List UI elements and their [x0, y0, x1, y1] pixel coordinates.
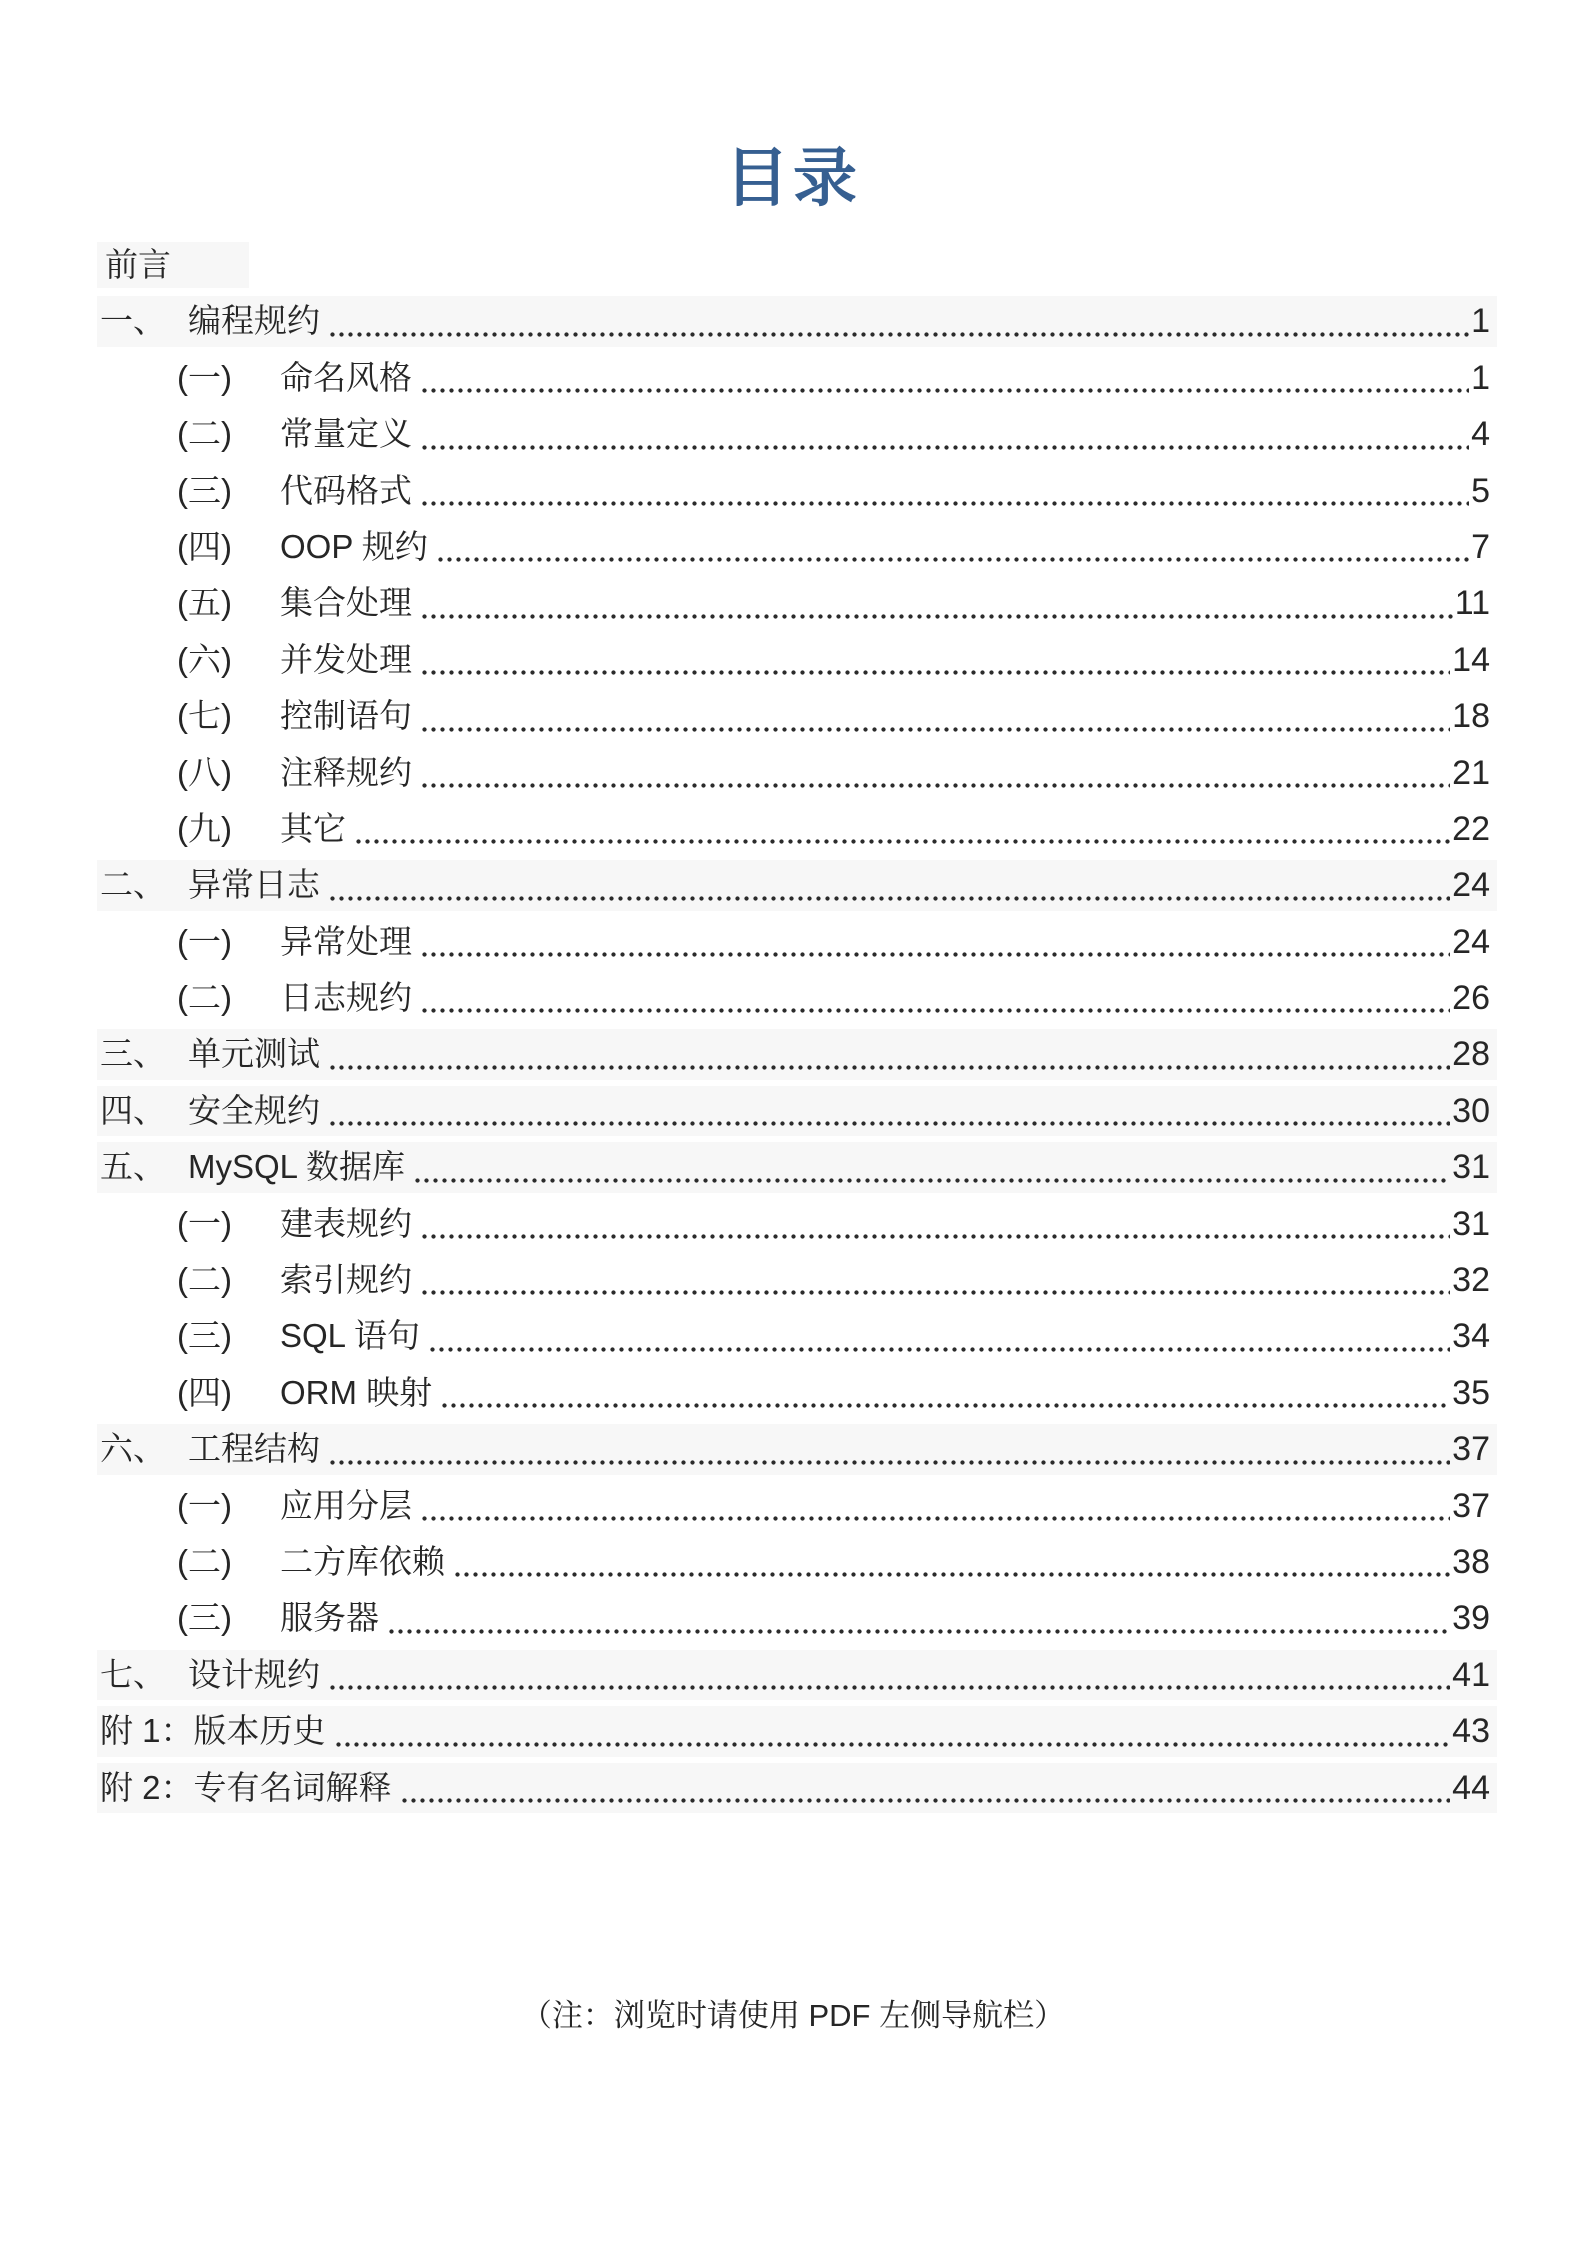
toc-row[interactable]: [0, 1534, 1586, 1590]
toc-entry-number: 四、: [100, 1091, 166, 1129]
toc-entry-label: 附 2：专有名词解释: [100, 1768, 392, 1806]
dot-leader: [422, 1290, 1450, 1295]
toc-row[interactable]: [0, 1196, 1586, 1252]
page-number: 31: [1452, 1148, 1490, 1187]
dot-leader: [438, 557, 1469, 562]
page-number: 4: [1471, 415, 1490, 454]
dot-leader: [330, 1065, 1450, 1070]
toc-entry-number: (二): [177, 415, 232, 453]
toc-entry-number: (四): [177, 527, 232, 565]
toc-entry-label: 异常日志: [188, 866, 320, 904]
dot-leader: [330, 1460, 1450, 1465]
toc-entry-number: (四): [177, 1373, 232, 1411]
toc-entry-number: 五、: [100, 1148, 166, 1186]
toc-row[interactable]: [0, 463, 1586, 519]
page-number: 24: [1452, 922, 1490, 961]
toc-entry-number: (七): [177, 697, 232, 735]
toc-entry-label: SQL 语句: [280, 1317, 420, 1355]
toc-entry-label: 安全规约: [188, 1091, 320, 1129]
dot-leader: [442, 1403, 1450, 1408]
toc-entry-label: 异常处理: [280, 922, 412, 960]
dot-leader: [422, 445, 1469, 450]
page-number: 26: [1452, 979, 1490, 1018]
toc-row[interactable]: [0, 632, 1586, 688]
toc-entry-number: (一): [177, 358, 232, 396]
dot-leader: [330, 896, 1450, 901]
toc-entry-label: 前言: [105, 246, 171, 283]
dot-leader: [422, 1516, 1450, 1521]
page-number: 18: [1452, 697, 1490, 736]
toc-entry-label: 设计规约: [188, 1655, 320, 1693]
toc-row[interactable]: [0, 745, 1586, 801]
dot-leader: [455, 1572, 1450, 1577]
page-number: 5: [1471, 471, 1490, 510]
toc-entry-number: (二): [177, 979, 232, 1017]
dot-leader: [330, 332, 1469, 337]
toc-entry-number: (一): [177, 1204, 232, 1242]
page-number: 41: [1452, 1655, 1490, 1694]
toc-row[interactable]: [0, 350, 1586, 406]
page-number: 28: [1452, 1035, 1490, 1074]
toc-entry-number: (一): [177, 922, 232, 960]
page-number: 34: [1452, 1317, 1490, 1356]
toc-entry-label: 并发处理: [280, 640, 412, 678]
toc-entry-number: (二): [177, 1542, 232, 1580]
toc-row[interactable]: [0, 1703, 1586, 1759]
toc-row[interactable]: [0, 1308, 1586, 1364]
toc-entry-label: 常量定义: [280, 415, 412, 453]
toc-entry-number: (三): [177, 471, 232, 509]
toc-entry-label: 附 1：版本历史: [100, 1712, 326, 1750]
toc-row[interactable]: [0, 293, 1586, 349]
toc-entry-label: 命名风格: [280, 358, 412, 396]
toc-entry-label: MySQL 数据库: [188, 1148, 405, 1186]
toc-row[interactable]: [0, 970, 1586, 1026]
page-number: 1: [1471, 302, 1490, 341]
toc-row[interactable]: [0, 519, 1586, 575]
toc-row[interactable]: [0, 406, 1586, 462]
dot-leader: [430, 1347, 1450, 1352]
toc-row[interactable]: [0, 1365, 1586, 1421]
toc-entry-label: 单元测试: [188, 1035, 320, 1073]
toc-entry-number: (一): [177, 1486, 232, 1524]
page-number: 24: [1452, 866, 1490, 905]
page-number: 1: [1471, 358, 1490, 397]
toc-entry-number: (三): [177, 1599, 232, 1637]
dot-leader: [330, 1121, 1450, 1126]
toc-entry-number: 七、: [100, 1655, 166, 1693]
page-number: 30: [1452, 1091, 1490, 1130]
toc-row[interactable]: [0, 1760, 1586, 1816]
page-number: 32: [1452, 1261, 1490, 1300]
toc-entry-number: (九): [177, 809, 232, 847]
page-number: 37: [1452, 1486, 1490, 1525]
page-title: 目录: [725, 142, 861, 214]
toc-row[interactable]: [0, 1647, 1586, 1703]
toc-entry-number: (五): [177, 584, 232, 622]
toc-entry-label: 集合处理: [280, 584, 412, 622]
dot-leader: [422, 614, 1453, 619]
toc-entry-label: 应用分层: [280, 1486, 412, 1524]
dot-leader: [336, 1742, 1451, 1747]
toc-entry-label: 控制语句: [280, 697, 412, 735]
toc-entry-label: 建表规约: [280, 1204, 412, 1242]
dot-leader: [422, 670, 1450, 675]
toc-entry-label: 注释规约: [280, 753, 412, 791]
toc-row[interactable]: [0, 1139, 1586, 1195]
toc-entry-number: (二): [177, 1261, 232, 1299]
dot-leader: [389, 1629, 1450, 1634]
dot-leader: [422, 388, 1469, 393]
dot-leader: [422, 1234, 1450, 1239]
toc-entry-label: 服务器: [280, 1599, 379, 1637]
toc-entry-number: 一、: [100, 302, 166, 340]
toc-entry-label: 二方库依赖: [280, 1542, 445, 1580]
toc-row[interactable]: [0, 1478, 1586, 1534]
navigation-note: （注：浏览时请使用 PDF 左侧导航栏）: [520, 1997, 1066, 2033]
toc-entry-number: 三、: [100, 1035, 166, 1073]
toc-entry-number: (三): [177, 1317, 232, 1355]
toc-entry-number: (八): [177, 753, 232, 791]
toc-row-preface[interactable]: [0, 237, 1586, 293]
toc-row[interactable]: [0, 801, 1586, 857]
toc-row[interactable]: [0, 1590, 1586, 1646]
toc-row[interactable]: [0, 575, 1586, 631]
toc-entry-label: 代码格式: [280, 471, 412, 509]
page-number: 44: [1452, 1768, 1490, 1807]
toc-entry-number: 六、: [100, 1430, 166, 1468]
table-of-contents: [0, 237, 1586, 1816]
toc-row[interactable]: [0, 857, 1586, 913]
page-number: 22: [1452, 809, 1490, 848]
page-number: 43: [1452, 1712, 1490, 1751]
toc-entry-label: OOP 规约: [280, 527, 428, 565]
toc-entry-label: 其它: [280, 809, 346, 847]
page-number: 37: [1452, 1430, 1490, 1469]
toc-entry-label: ORM 映射: [280, 1373, 433, 1411]
toc-entry-label: 索引规约: [280, 1261, 412, 1299]
toc-row[interactable]: [0, 914, 1586, 970]
dot-leader: [422, 1008, 1450, 1013]
page-number: 35: [1452, 1373, 1490, 1412]
dot-leader: [422, 727, 1450, 732]
page-number: 11: [1454, 584, 1490, 623]
toc-row[interactable]: [0, 1026, 1586, 1082]
page-number: 39: [1452, 1599, 1490, 1638]
toc-entry-label: 日志规约: [280, 979, 412, 1017]
toc-entry-number: (六): [177, 640, 232, 678]
toc-entry-label: 工程结构: [188, 1430, 320, 1468]
toc-row[interactable]: [0, 1252, 1586, 1308]
dot-leader: [422, 783, 1450, 788]
toc-entry-label: 编程规约: [188, 302, 320, 340]
page-number: 21: [1452, 753, 1490, 792]
page-number: 14: [1452, 640, 1490, 679]
toc-row[interactable]: [0, 1421, 1586, 1477]
page-number: 7: [1471, 527, 1490, 566]
toc-row[interactable]: [0, 1083, 1586, 1139]
dot-leader: [422, 501, 1469, 506]
toc-entry-number: 二、: [100, 866, 166, 904]
dot-leader: [330, 1685, 1450, 1690]
page-number: 38: [1452, 1542, 1490, 1581]
dot-leader: [356, 839, 1450, 844]
page-number: 31: [1452, 1204, 1490, 1243]
dot-leader: [422, 952, 1450, 957]
toc-row[interactable]: [0, 688, 1586, 744]
dot-leader: [402, 1798, 1451, 1803]
dot-leader: [415, 1178, 1450, 1183]
